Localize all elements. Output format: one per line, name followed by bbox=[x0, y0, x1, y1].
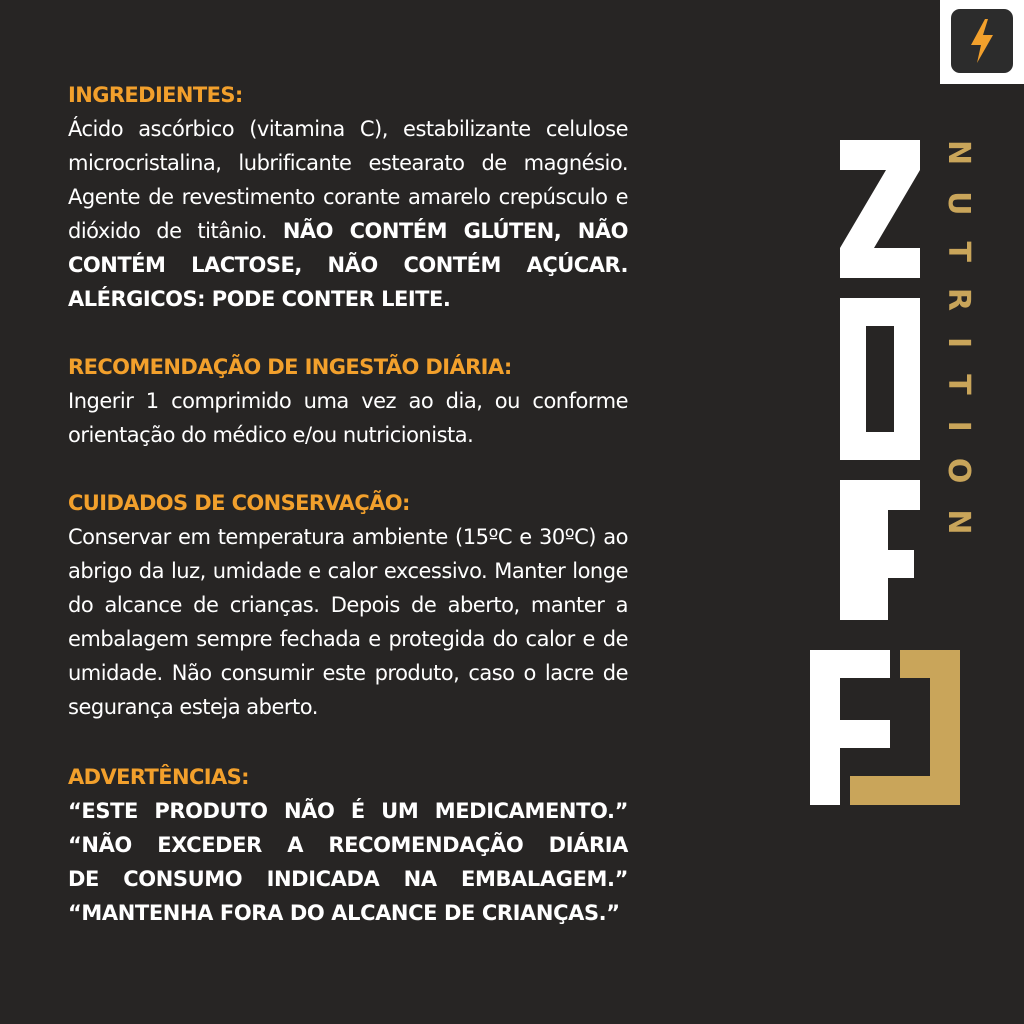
section-recomendacao bbox=[68, 352, 628, 452]
ingredientes-bold-text: NÃO CONTÉM GLÚTEN, NÃO CONTÉM LACTOSE, NÃO CONTÉM AÇÚCAR. ALÉRGICOS: PODE CONTER LEITE. bbox=[68, 219, 628, 311]
advertencia-line: “MANTENHA FORA DO ALCANCE DE CRIANÇAS.” bbox=[68, 901, 620, 925]
logo-letter-a bbox=[840, 298, 920, 460]
ingredientes-title: INGREDIENTES: bbox=[68, 83, 243, 107]
logo-letter-f bbox=[840, 480, 920, 620]
section-cuidados bbox=[68, 488, 628, 724]
faze-wordmark bbox=[840, 140, 920, 620]
faze-emblem bbox=[810, 650, 960, 805]
advertencia-line: “NÃO EXCEDER A RECOMENDAÇÃO DIÁRIA bbox=[68, 833, 628, 857]
advertencias-title: ADVERTÊNCIAS: bbox=[68, 765, 249, 789]
logo-letter-z bbox=[840, 140, 920, 278]
section-advertencias bbox=[68, 762, 628, 930]
cuidados-text: Conservar em temperatura ambiente (15ºC e 30ºC) ao abrigo da luz, umidade e calor excessivo. Manter longe do alcance de crianças. Depois de aberto, manter a embalagem sempre fechada e protegida do calor e de umidade. Não consumir este produto, caso o lacre de segurança esteja aberto. bbox=[68, 525, 628, 719]
recomendacao-text: Ingerir 1 comprimido uma vez ao dia, ou conforme orientação do médico e/ou nutricionista. bbox=[68, 389, 628, 447]
section-ingredientes bbox=[68, 80, 628, 316]
logo-subtitle-text: NUTRITION bbox=[941, 140, 976, 561]
badge-container bbox=[940, 0, 1024, 84]
recomendacao-title: RECOMENDAÇÃO DE INGESTÃO DIÁRIA: bbox=[68, 355, 512, 379]
lightning-bolt-icon bbox=[951, 9, 1013, 73]
cuidados-title: CUIDADOS DE CONSERVAÇÃO: bbox=[68, 491, 410, 515]
advertencia-line: DE CONSUMO INDICADA NA EMBALAGEM.” bbox=[68, 867, 628, 891]
logo-subtitle bbox=[940, 140, 976, 620]
ingredientes-text bbox=[68, 112, 628, 316]
lightning-badge bbox=[951, 9, 1013, 73]
ingredientes-regular-text: Ácido ascórbico (vitamina C), estabilizante celulose microcristalina, lubrificante estearato de magnésio. Agente de revestimento corante amarelo crepúsculo e dióxido de titânio. bbox=[68, 117, 628, 243]
advertencia-line: “ESTE PRODUTO NÃO É UM MEDICAMENTO.” bbox=[68, 799, 628, 823]
